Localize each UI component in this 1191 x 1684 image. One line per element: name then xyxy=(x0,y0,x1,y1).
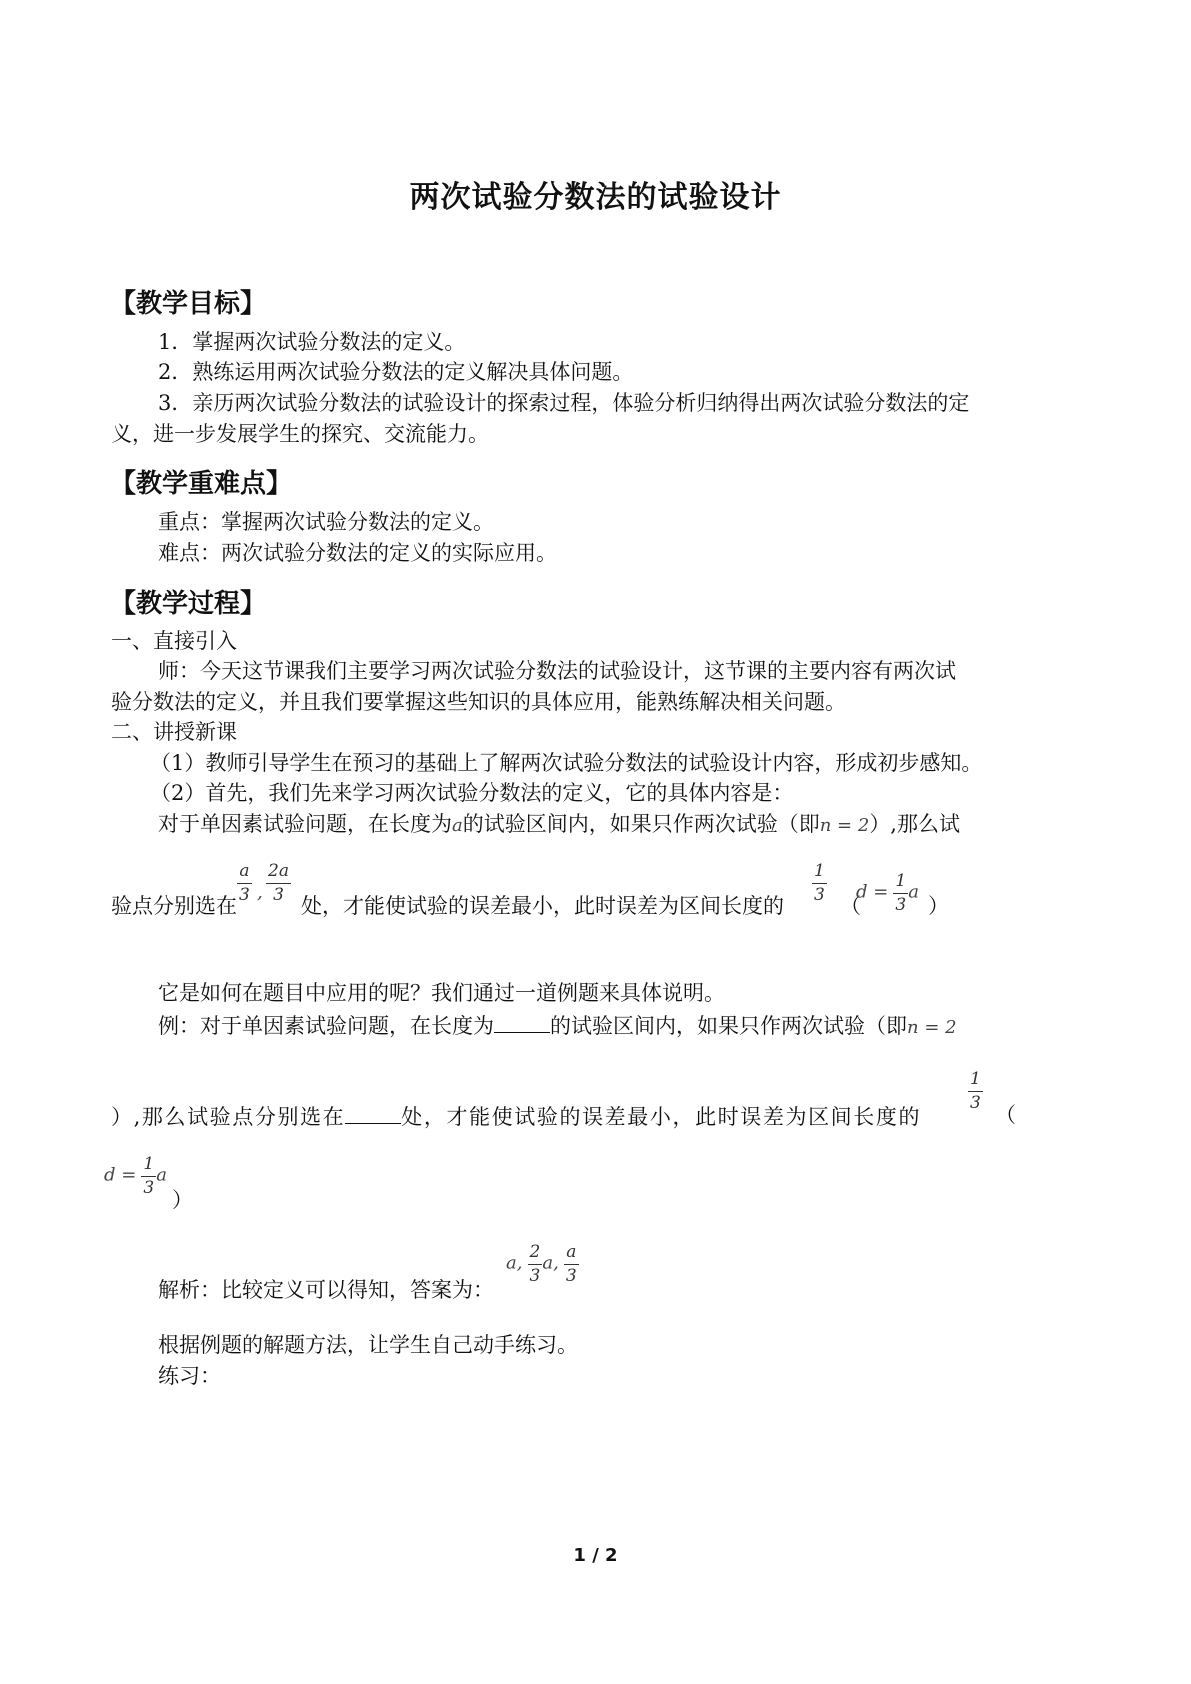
difficult-point: 难点：两次试验分数法的定义的实际应用。 xyxy=(158,541,557,565)
math-d-equals: d = xyxy=(856,881,889,903)
math-d-equals: d = xyxy=(104,1164,137,1186)
fraction-numerator: a xyxy=(566,1242,577,1262)
fraction-numerator: a xyxy=(239,861,250,881)
heading-goals: 【教学目标】 xyxy=(110,289,267,319)
goal-2: 2．熟练运用两次试验分数法的定义解决具体问题。 xyxy=(158,360,634,384)
example-line-1 xyxy=(158,1014,957,1037)
practice-intro: 根据例题的解题方法，让学生自己动手练习。 xyxy=(158,1333,578,1357)
example-text: 的试验区间内，如果只作两次试验（即 xyxy=(550,1014,907,1038)
process-step-2: 二、讲授新课 xyxy=(111,720,237,744)
process-intro-a: 师：今天这节课我们主要学习两次试验分数法的试验设计，这节课的主要内容有两次试 xyxy=(158,659,956,683)
formula-d-equals xyxy=(104,1155,167,1197)
math-a: a xyxy=(156,1164,167,1186)
math-n-equals-2: n = 2 xyxy=(907,1017,957,1038)
fraction-denominator: 3 xyxy=(895,894,907,915)
fraction-numerator: 2 xyxy=(529,1242,541,1262)
process-intro-b: 验分数法的定义，并且我们要掌握这些知识的具体应用，能熟练解决相关问题。 xyxy=(111,690,846,714)
answer-blank-2 xyxy=(345,1105,401,1124)
question-line: 它是如何在题目中应用的呢？我们通过一道例题来具体说明。 xyxy=(158,981,725,1005)
definition-line-2-middle: 处，才能使试验的误差最小，此时误差为区间长度的 xyxy=(301,894,784,918)
fraction-denominator: 3 xyxy=(143,1177,155,1198)
goal-1: 1．掌握两次试验分数法的定义。 xyxy=(158,330,466,354)
process-item-1: （1）教师引导学生在预习的基础上了解两次试验分数法的试验设计内容，形成初步感知。 xyxy=(150,751,983,775)
example-line-2 xyxy=(111,1105,921,1128)
goal-3a: 3．亲历两次试验分数法的试验设计的探索过程，体验分析归纳得出两次试验分数法的定 xyxy=(158,391,970,415)
definition-line-2-text: 验点分别选在 xyxy=(111,894,237,918)
answer-blank-1 xyxy=(494,1014,550,1033)
definition-text: 的试验区间内，如果只作两次试验（即 xyxy=(462,812,820,836)
fraction-numerator: 1 xyxy=(814,861,825,881)
fraction-denominator: 3 xyxy=(239,884,250,905)
goal-3b: 义，进一步发展学生的探究、交流能力。 xyxy=(111,422,489,446)
fraction-denominator: 3 xyxy=(273,884,284,905)
formula-d-equals xyxy=(856,872,919,914)
math-a-comma: a, xyxy=(542,1252,559,1274)
fraction-numerator: 2a xyxy=(268,861,289,881)
math-n-equals-2: n = 2 xyxy=(819,815,870,836)
fraction-denominator: 3 xyxy=(970,1092,981,1113)
fraction-denominator: 3 xyxy=(565,1265,577,1286)
math-a-comma: a, xyxy=(506,1252,523,1274)
fraction-numerator: 1 xyxy=(895,871,907,891)
answer-line-text: 解析：比较定义可以得知，答案为： xyxy=(158,1278,494,1302)
definition-line-1 xyxy=(158,814,960,835)
example-text: ）,那么试验点分别选在 xyxy=(111,1105,346,1129)
heading-key-points: 【教学重难点】 xyxy=(110,469,293,499)
fraction-numerator: 1 xyxy=(970,1069,981,1089)
paren-open: （ xyxy=(995,1103,1016,1127)
fraction-1-over-3 xyxy=(968,1070,983,1112)
fraction-1-over-3 xyxy=(812,862,827,904)
heading-process: 【教学过程】 xyxy=(110,589,267,619)
example-text: 例：对于单因素试验问题，在长度为 xyxy=(158,1014,494,1038)
math-a: a xyxy=(908,881,919,903)
fraction-a-over-3 xyxy=(237,862,252,904)
process-step-1: 一、直接引入 xyxy=(111,629,237,653)
answer-formula xyxy=(506,1243,579,1285)
comma: , xyxy=(257,882,263,903)
definition-text: ）,那么试 xyxy=(869,812,960,836)
example-text: 处，才能使试验的误差最小，此时误差为区间长度的 xyxy=(401,1105,922,1129)
fraction-numerator: 1 xyxy=(143,1154,155,1174)
fraction-denominator: 3 xyxy=(529,1265,541,1286)
page-number: 1 / 2 xyxy=(573,1545,618,1566)
fraction-denominator: 3 xyxy=(814,884,825,905)
key-point: 重点：掌握两次试验分数法的定义。 xyxy=(158,510,494,534)
paren-close: ） xyxy=(172,1188,193,1212)
practice-label: 练习： xyxy=(158,1364,221,1388)
paren-open: （ xyxy=(840,894,861,918)
definition-text: 对于单因素试验问题，在长度为 xyxy=(158,812,452,836)
paren-close: ） xyxy=(928,894,949,918)
math-a: a xyxy=(452,815,463,836)
process-item-2: （2）首先，我们先来学习两次试验分数法的定义，它的具体内容是： xyxy=(150,781,794,805)
page-title: 两次试验分数法的试验设计 xyxy=(409,180,782,215)
fraction-2a-over-3 xyxy=(266,862,291,904)
